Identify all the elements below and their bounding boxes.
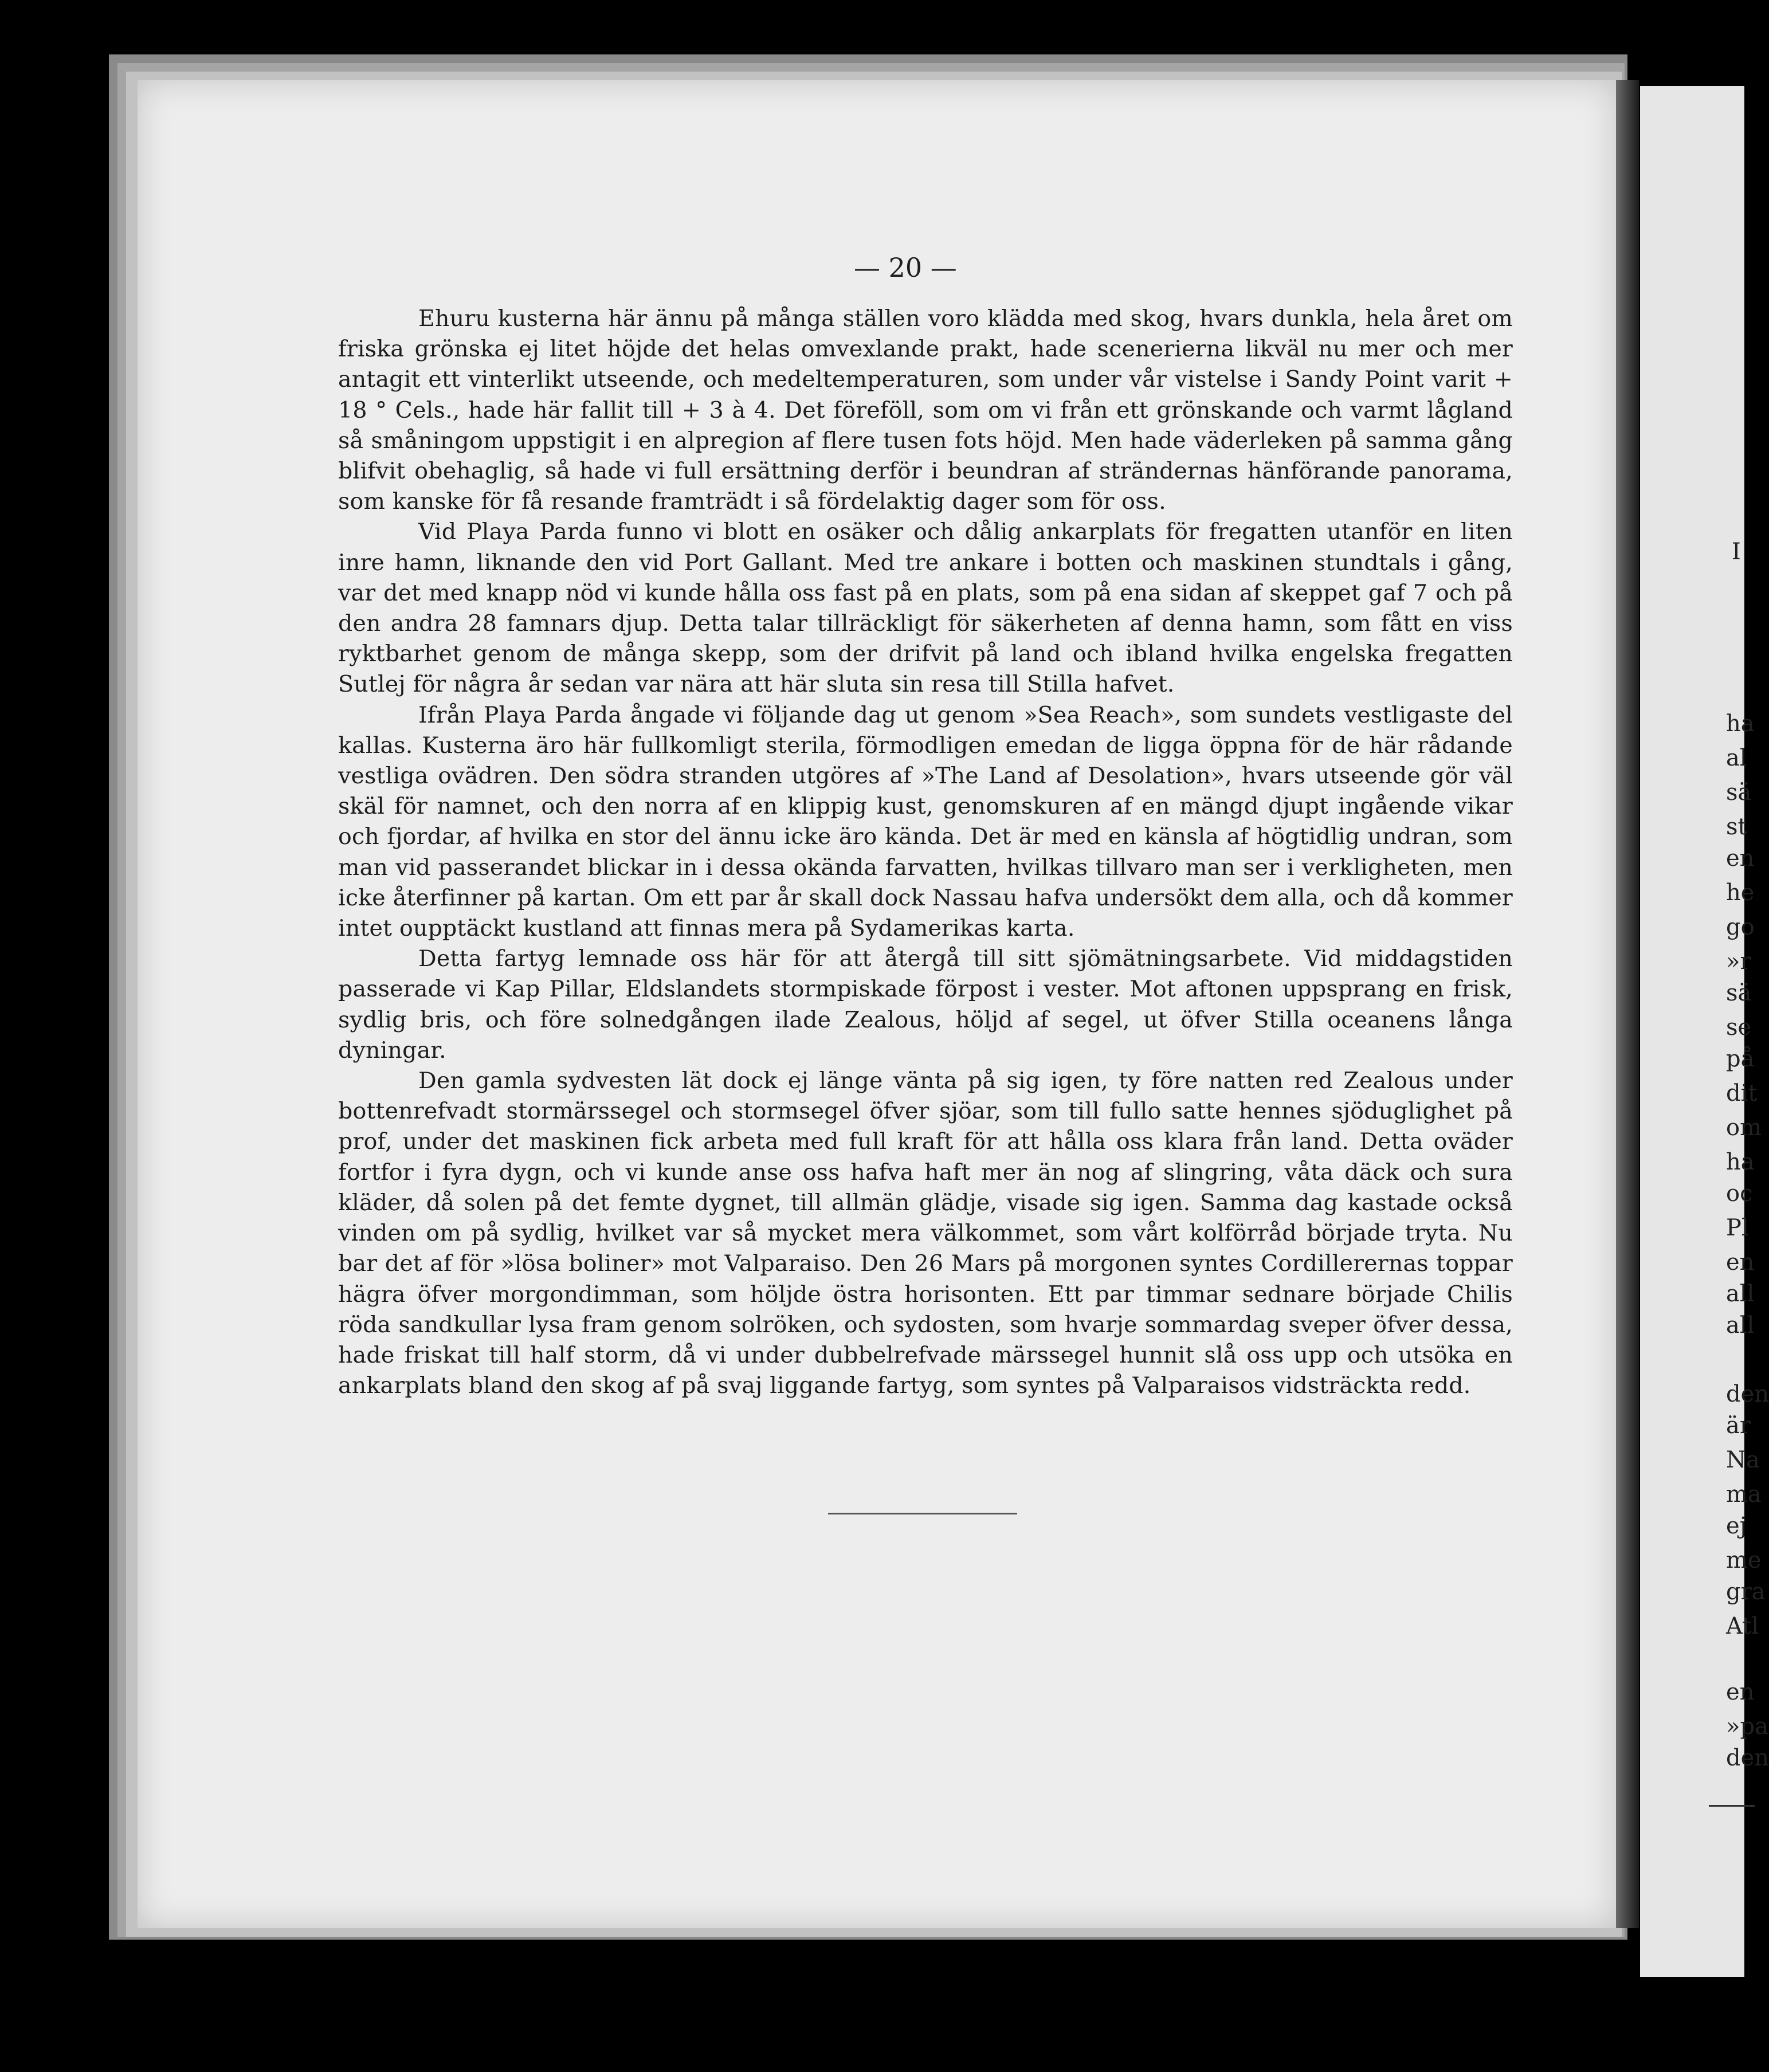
adjacent-page-fragment: en bbox=[1726, 845, 1755, 872]
adjacent-page-rule bbox=[1709, 1805, 1755, 1807]
adjacent-page-fragment: om bbox=[1726, 1115, 1762, 1141]
adjacent-page-fragment: st bbox=[1726, 814, 1747, 840]
adjacent-page-fragment: dit bbox=[1726, 1080, 1758, 1106]
adjacent-page-fragment: en bbox=[1726, 1679, 1755, 1705]
adjacent-page-fragment: go bbox=[1726, 914, 1755, 940]
adjacent-page-fragment: ej bbox=[1726, 1513, 1747, 1539]
page-number: — 20 — bbox=[854, 252, 957, 283]
section-divider bbox=[828, 1513, 1017, 1514]
adjacent-page-fragment: me bbox=[1726, 1547, 1762, 1573]
adjacent-page-fragment: I bbox=[1732, 539, 1741, 565]
adjacent-page-fragment: »r bbox=[1726, 948, 1751, 975]
adjacent-page-fragment: gra bbox=[1726, 1579, 1766, 1605]
book-gutter bbox=[1616, 80, 1639, 1928]
adjacent-page-fragment: på bbox=[1726, 1046, 1755, 1072]
adjacent-page-fragment: en bbox=[1726, 1249, 1755, 1276]
adjacent-page-fragment: ha bbox=[1726, 711, 1755, 737]
paragraph: Ehuru kusterna här ännu på många ställen voro klädda med skog, hvars dunkla, hela året om friska grönska ej litet höjde det helas omvexlande prakt, hade scenerierna likväl nu mer och mer antagit ett vinterlikt utseende, och medeltemperaturen, som under vår vistelse i Sandy Point varit + 18 ° Cels., hade här fallit till + 3 à 4. Det föreföll, som om vi från ett grönskande och varmt lågland så småningom uppstigit i en alpregion af flere tusen fots höjd. Men hade väderleken på samma gång blifvit obehaglig, så hade vi full ersättning derför i beundran af strändernas hänförande panorama, som kanske för få resande framträdt i så fördelaktig dager som för oss. bbox=[338, 305, 1513, 515]
adjacent-page bbox=[1640, 86, 1769, 1977]
paragraph: Den gamla sydvesten lät dock ej länge vänta på sig igen, ty före natten red Zealous under bottenrefvadt stormärssegel och stormsegel öfver sjöar, som till fullo satte hennes sjöduglighet på prof, under det maskinen fick arbeta med full kraft för att hålla oss klara från land. Detta oväder fortfor i fyra dygn, och vi kunde anse oss hafva haft mer än nog af slingring, våta däck och sura kläder, då solen på det femte dygnet, till allmän glädje, visade sig igen. Samma dag kastade också vinden om på sydlig, hvilket var så mycket mera välkommet, som vårt kolförråd började tryta. Nu bar det af för »lösa boliner» mot Valparaiso. Den 26 Mars på morgonen syntes Cordillerernas toppar hägra öfver morgondimman, som höljde östra horisonten. Ett par timmar sednare började Chilis röda sandkullar lysa fram genom solröken, och sydosten, som hvarje sommardag sveper öfver dessa, hade friskat till half storm, då vi under dubbelrefvade märssegel hunnit slå oss upp och utsöka en ankarplats bland den skog af på svaj liggande fartyg, som syntes på Valparaisos vidsträckta redd. bbox=[338, 1068, 1513, 1399]
adjacent-page-fragment: ma bbox=[1726, 1481, 1762, 1508]
adjacent-page-fragment: Na bbox=[1726, 1447, 1760, 1473]
adjacent-page-fragment: är bbox=[1726, 1412, 1751, 1439]
paragraph: Ifrån Playa Parda ångade vi följande dag ut genom »Sea Reach», som sundets vestligaste del kallas. Kusterna äro här fullkomligt sterila, förmodligen emedan de ligga öppna för de här rådande vestliga ovädren. Den södra stranden utgöres af »The Land af Desolation», hvars utseende gör väl skäl för namnet, och den norra af en klippig kust, genomskuren af en mängd djupt ingående vikar och fjordar, af hvilka en stor del ännu icke äro kända. Det är med en känsla af högtidlig undran, som man vid passerandet blickar in i dessa okända farvatten, hvilkas tillvaro man ser i verkligheten, men icke återfinner på kartan. Om ett par år skall dock Nassau hafva undersökt dem alla, och då kommer intet oupptäckt kustland att finnas mera på Sydamerikas karta. bbox=[338, 701, 1513, 942]
paragraph: Detta fartyg lemnade oss här för att återgå till sitt sjömätningsarbete. Vid middagstiden passerade vi Kap Pillar, Eldslandets stormpiskade förpost i vester. Mot aftonen uppsprang en frisk, sydlig bris, och före solnedgången ilade Zealous, höljd af segel, ut öfver Stilla oceanens långa dyningar. bbox=[338, 945, 1513, 1064]
adjacent-page-fragment: all bbox=[1726, 1312, 1755, 1339]
adjacent-page-fragment: all bbox=[1726, 1281, 1755, 1307]
adjacent-page-fragment: Pl bbox=[1726, 1215, 1749, 1241]
adjacent-page-fragment: al bbox=[1726, 745, 1747, 771]
adjacent-page-fragment: Atl bbox=[1726, 1613, 1759, 1639]
adjacent-page-fragment: den bbox=[1726, 1745, 1769, 1771]
adjacent-page-fragment: se bbox=[1726, 1014, 1752, 1041]
adjacent-page-fragment: oc bbox=[1726, 1180, 1753, 1207]
adjacent-page-fragment: den bbox=[1726, 1381, 1769, 1407]
adjacent-page-fragment: sä bbox=[1726, 980, 1752, 1006]
body-text bbox=[338, 304, 1513, 1401]
adjacent-page-fragment: he bbox=[1726, 880, 1755, 906]
adjacent-page-fragment: »pa bbox=[1726, 1713, 1768, 1740]
adjacent-page-fragment: sä bbox=[1726, 779, 1752, 806]
paragraph: Vid Playa Parda funno vi blott en osäker och dålig ankarplats för fregatten utanför en liten inre hamn, liknande den vid Port Gallant. Med tre ankare i botten och maskinen stundtals i gång, var det med knapp nöd vi kunde hålla oss fast på en plats, som på ena sidan af skeppet gaf 7 och på den andra 28 famnars djup. Detta talar tillräckligt för säkerheten af denna hamn, som fått en viss ryktbarhet genom de många skepp, som der drifvit på land och ibland hvilka engelska fregatten Sutlej för några år sedan var nära att här sluta sin resa till Stilla hafvet. bbox=[338, 519, 1513, 698]
adjacent-page-fragment: ha bbox=[1726, 1149, 1755, 1175]
